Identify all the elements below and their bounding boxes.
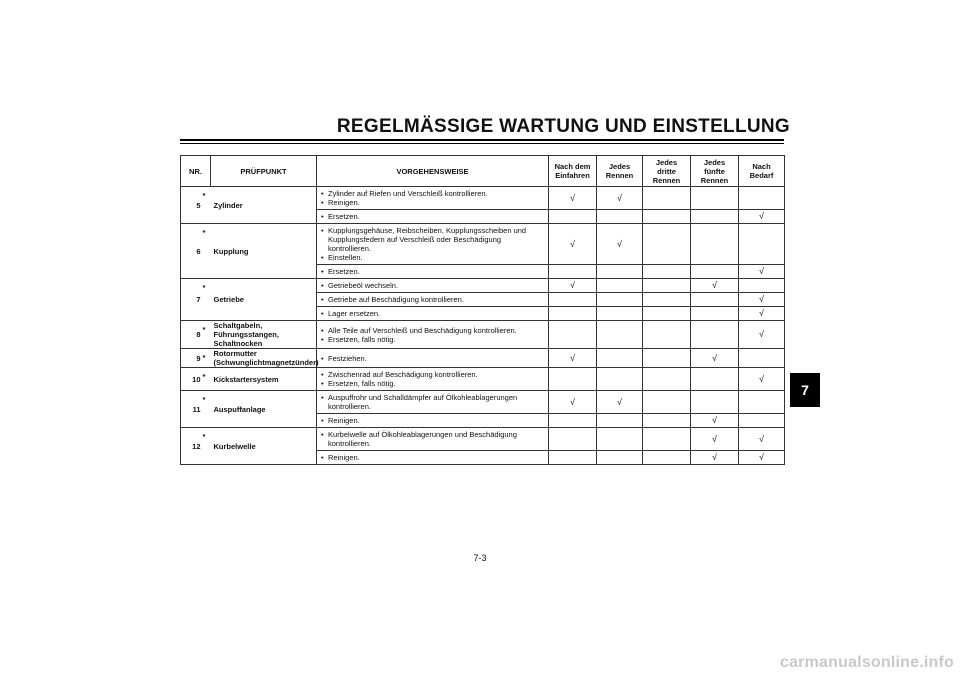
procedure-line: Reinigen. (328, 453, 360, 462)
procedure-cell (317, 293, 549, 307)
row-number: 5 (181, 187, 203, 224)
header-label-line: Rennen (605, 171, 634, 180)
chapter-tab: 7 (790, 373, 820, 407)
procedure-text (328, 453, 360, 462)
interval-cell (643, 265, 691, 279)
header-c4 (691, 156, 739, 187)
interval-cell (739, 210, 785, 224)
procedure-bullet (321, 379, 544, 388)
procedure-text (328, 370, 478, 379)
procedure-text (328, 335, 396, 344)
procedure-text (328, 354, 367, 363)
procedure-bullet (321, 416, 544, 425)
procedure-bullet (321, 430, 544, 448)
maintenance-table (180, 155, 785, 465)
procedure-line: Zylinder auf Riefen und Verschleiß kontrollieren. (328, 189, 488, 198)
procedure-line: Getriebeöl wechseln. (328, 281, 399, 290)
procedure-line: Einstellen. (328, 253, 363, 262)
checkmark-icon: √ (712, 433, 717, 444)
procedure-text (328, 198, 360, 207)
interval-cell (597, 391, 643, 414)
checkmark-icon: √ (712, 415, 717, 426)
interval-cell (643, 451, 691, 465)
title-rule-thin (180, 143, 784, 144)
header-label-line: fünfte (704, 166, 725, 176)
row-number: 10 (181, 368, 203, 391)
interval-cell (739, 307, 785, 321)
interval-cell (739, 391, 785, 414)
procedure-text (328, 267, 360, 276)
asterisk-mark: * (203, 321, 211, 349)
interval-cell (643, 391, 691, 414)
bullet-icon: • (321, 198, 324, 207)
bullet-icon: • (321, 370, 324, 379)
interval-cell (739, 279, 785, 293)
interval-cell (643, 279, 691, 293)
procedure-text (328, 379, 396, 388)
header-label-line: dritte (657, 166, 676, 176)
item-name-line: Kupplung (213, 246, 249, 256)
procedure-line: Auspuffrohr und Schalldämpfer auf Ölkohleablagerungen (328, 393, 518, 402)
checkmark-icon: √ (759, 308, 764, 319)
interval-cell (691, 321, 739, 349)
procedure-text (328, 253, 363, 262)
row-number: 12 (181, 428, 203, 465)
checkmark-icon: √ (570, 280, 575, 291)
interval-cell (643, 293, 691, 307)
interval-cell (643, 224, 691, 265)
interval-cell (549, 210, 597, 224)
interval-cell (597, 279, 643, 293)
interval-cell (549, 307, 597, 321)
header-label-line: Rennen (700, 175, 729, 185)
asterisk-mark: * (203, 224, 211, 279)
interval-cell (597, 414, 643, 428)
interval-cell (643, 428, 691, 451)
bullet-icon: • (321, 430, 324, 439)
asterisk-mark: * (203, 187, 211, 224)
procedure-line: Ersetzen, falls nötig. (328, 334, 396, 344)
interval-cell (597, 265, 643, 279)
interval-cell (691, 224, 739, 265)
interval-cell (597, 428, 643, 451)
procedure-bullet (321, 226, 544, 253)
procedure-text (328, 295, 464, 304)
interval-cell (691, 349, 739, 368)
interval-cell (597, 293, 643, 307)
procedure-cell (317, 349, 549, 368)
row-number: 11 (181, 391, 203, 428)
header-c5 (739, 156, 785, 187)
asterisk-mark: * (203, 391, 211, 428)
procedure-line: kontrollieren. (328, 439, 371, 448)
procedure-bullet (321, 281, 544, 290)
item-name-line: Schaltgabeln, (213, 321, 263, 330)
interval-cell (643, 210, 691, 224)
checkmark-icon: √ (712, 352, 717, 363)
checkmark-icon: √ (712, 280, 717, 291)
bullet-icon: • (321, 353, 324, 363)
interval-cell (691, 265, 739, 279)
item-name (211, 428, 317, 465)
header-c2 (597, 156, 643, 187)
interval-cell (691, 187, 739, 210)
asterisk-mark: * (203, 349, 211, 368)
interval-cell (643, 368, 691, 391)
interval-cell (597, 307, 643, 321)
item-name (211, 391, 317, 428)
header-label-line: Jedes (655, 157, 678, 167)
interval-cell (739, 224, 785, 265)
table-row (181, 321, 785, 349)
table-row (181, 349, 785, 368)
interval-cell (691, 391, 739, 414)
interval-cell (549, 293, 597, 307)
procedure-cell (317, 451, 549, 465)
procedure-line: Festziehen. (328, 353, 367, 363)
procedure-line: Kurbelwelle auf Ölkohleablagerungen und Beschädigung (328, 430, 517, 439)
bullet-icon: • (321, 226, 324, 235)
bullet-icon: • (321, 189, 324, 198)
procedure-cell (317, 321, 549, 349)
interval-cell (597, 451, 643, 465)
interval-cell (739, 428, 785, 451)
checkmark-icon: √ (759, 211, 764, 222)
bullet-icon: • (321, 253, 324, 262)
procedure-line: Ersetzen. (328, 212, 360, 221)
table-row (181, 368, 785, 391)
interval-cell (643, 187, 691, 210)
interval-cell (549, 187, 597, 210)
procedure-line: Alle Teile auf Verschleiß und Beschädigung kontrollieren. (328, 325, 517, 335)
header-label-line: Bedarf (749, 171, 774, 180)
procedure-text (328, 309, 380, 318)
header-procedure: VORGEHENSWEISE (317, 156, 549, 187)
interval-cell (739, 321, 785, 349)
procedure-bullet (321, 253, 544, 262)
procedure-cell (317, 414, 549, 428)
procedure-bullet (321, 354, 544, 363)
table-row (181, 428, 785, 451)
interval-cell (549, 349, 597, 368)
watermark: carmanualsonline.info (779, 654, 954, 671)
procedure-cell (317, 391, 549, 414)
interval-cell (597, 321, 643, 349)
interval-cell (691, 414, 739, 428)
procedure-cell (317, 187, 549, 210)
procedure-bullet (321, 309, 544, 318)
procedure-text (328, 326, 517, 335)
procedure-cell (317, 307, 549, 321)
interval-cell (597, 368, 643, 391)
procedure-bullet (321, 189, 544, 198)
checkmark-icon: √ (617, 396, 622, 407)
procedure-text (328, 281, 398, 290)
procedure-bullet (321, 198, 544, 207)
procedure-cell (317, 368, 549, 391)
bullet-icon: • (321, 281, 324, 290)
item-name (211, 187, 317, 224)
procedure-bullet (321, 295, 544, 304)
interval-cell (739, 349, 785, 368)
interval-cell (549, 224, 597, 265)
procedure-cell (317, 265, 549, 279)
checkmark-icon: √ (759, 433, 764, 444)
interval-cell (739, 451, 785, 465)
procedure-cell (317, 224, 549, 265)
bullet-icon: • (321, 212, 324, 221)
bullet-icon: • (321, 309, 324, 318)
header-label-line: Nach dem (554, 162, 591, 171)
bullet-icon: • (321, 334, 324, 344)
checkmark-icon: √ (759, 266, 764, 277)
header-label-line: Einfahren (555, 171, 590, 180)
checkmark-icon: √ (570, 396, 575, 407)
item-name-line: Kurbelwelle (213, 441, 256, 451)
asterisk-mark: * (203, 279, 211, 321)
procedure-line: kontrollieren. (328, 402, 371, 411)
table-row (181, 224, 785, 265)
interval-cell (739, 187, 785, 210)
row-number: 7 (181, 279, 203, 321)
procedure-bullet (321, 393, 544, 411)
procedure-cell (317, 210, 549, 224)
procedure-text (328, 212, 360, 221)
header-label-line: Jedes (703, 157, 726, 167)
interval-cell (691, 428, 739, 451)
checkmark-icon: √ (712, 452, 717, 463)
checkmark-icon: √ (617, 192, 622, 203)
table-row (181, 279, 785, 293)
procedure-line: Ersetzen, falls nötig. (328, 379, 396, 388)
table-row (181, 187, 785, 210)
table-header-row (181, 156, 785, 187)
item-name-line: Kickstartersystem (213, 374, 279, 384)
checkmark-icon: √ (570, 192, 575, 203)
item-name-line: Schaltnocken (213, 339, 263, 348)
header-label-line: Nach (752, 162, 771, 171)
procedure-line: Reinigen. (328, 198, 360, 207)
procedure-text (328, 430, 517, 448)
interval-cell (549, 321, 597, 349)
procedure-bullet (321, 267, 544, 276)
procedure-line: Kupplungsfedern auf Verschleiß oder Beschädigung (328, 235, 502, 244)
procedure-line: Ersetzen. (328, 267, 360, 276)
interval-cell (739, 368, 785, 391)
interval-cell (691, 279, 739, 293)
interval-cell (549, 279, 597, 293)
item-name (211, 368, 317, 391)
bullet-icon: • (321, 379, 324, 388)
interval-cell (643, 349, 691, 368)
procedure-text (328, 393, 517, 411)
header-c3 (643, 156, 691, 187)
checkmark-icon: √ (570, 352, 575, 363)
procedure-bullet (321, 326, 544, 335)
interval-cell (643, 307, 691, 321)
procedure-text (328, 416, 360, 425)
interval-cell (597, 224, 643, 265)
procedure-bullet (321, 453, 544, 462)
procedure-line: Reinigen. (328, 416, 360, 425)
interval-cell (739, 293, 785, 307)
interval-cell (643, 414, 691, 428)
header-label-line: Jedes (608, 162, 631, 171)
header-item: PRÜFPUNKT (211, 156, 317, 187)
checkmark-icon: √ (759, 329, 764, 340)
bullet-icon: • (321, 267, 324, 276)
checkmark-icon: √ (759, 373, 764, 384)
procedure-line: Lager ersetzen. (328, 309, 381, 318)
interval-cell (549, 451, 597, 465)
table-row (181, 391, 785, 414)
interval-cell (691, 307, 739, 321)
interval-cell (739, 414, 785, 428)
interval-cell (597, 210, 643, 224)
item-name-line: Auspuffanlage (213, 404, 266, 414)
header-label-line: Rennen (652, 175, 681, 185)
row-number: 8 (181, 321, 203, 349)
bullet-icon: • (321, 416, 324, 425)
item-name (211, 321, 317, 349)
page-number: 7-3 (473, 553, 487, 563)
bullet-icon: • (321, 295, 324, 304)
procedure-bullet (321, 335, 544, 344)
item-name-line: Zylinder (213, 200, 243, 210)
interval-cell (549, 414, 597, 428)
item-name-line: Rotormutter (213, 349, 257, 358)
interval-cell (549, 265, 597, 279)
procedure-line: Getriebe auf Beschädigung kontrollieren. (328, 295, 464, 304)
checkmark-icon: √ (759, 294, 764, 305)
interval-cell (739, 265, 785, 279)
asterisk-mark: * (203, 428, 211, 465)
checkmark-icon: √ (759, 452, 764, 463)
interval-cell (643, 321, 691, 349)
item-name-line: Getriebe (213, 295, 244, 304)
row-number: 6 (181, 224, 203, 279)
procedure-cell (317, 279, 549, 293)
procedure-bullet (321, 212, 544, 221)
procedure-line: kontrollieren. (328, 244, 371, 253)
interval-cell (597, 349, 643, 368)
bullet-icon: • (321, 325, 324, 335)
interval-cell (549, 391, 597, 414)
bullet-icon: • (321, 453, 324, 462)
procedure-text (328, 189, 488, 198)
item-name-line: (Schwunglichtmagnetzünder) (213, 358, 319, 367)
procedure-text (328, 226, 526, 253)
procedure-bullet (321, 370, 544, 379)
asterisk-mark: * (203, 368, 211, 391)
procedure-line: Kupplungsgehäuse, Reibscheiben, Kupplungsscheiben und (328, 226, 527, 235)
interval-cell (597, 187, 643, 210)
title-rule (180, 139, 784, 141)
interval-cell (691, 451, 739, 465)
interval-cell (549, 368, 597, 391)
checkmark-icon: √ (617, 238, 622, 249)
item-name (211, 224, 317, 279)
interval-cell (691, 368, 739, 391)
interval-cell (691, 293, 739, 307)
item-name (211, 279, 317, 321)
page-title: REGELMÄSSIGE WARTUNG UND EINSTELLUNG (336, 116, 790, 137)
item-name (211, 349, 317, 368)
procedure-line: Zwischenrad auf Beschädigung kontrollieren. (328, 370, 478, 379)
checkmark-icon: √ (570, 238, 575, 249)
interval-cell (549, 428, 597, 451)
header-c1 (549, 156, 597, 187)
header-nr: NR. (181, 156, 211, 187)
procedure-cell (317, 428, 549, 451)
bullet-icon: • (321, 393, 324, 402)
maintenance-table-body (181, 156, 785, 465)
item-name-line: Führungsstangen, (213, 330, 279, 339)
interval-cell (691, 210, 739, 224)
row-number: 9 (181, 349, 203, 368)
